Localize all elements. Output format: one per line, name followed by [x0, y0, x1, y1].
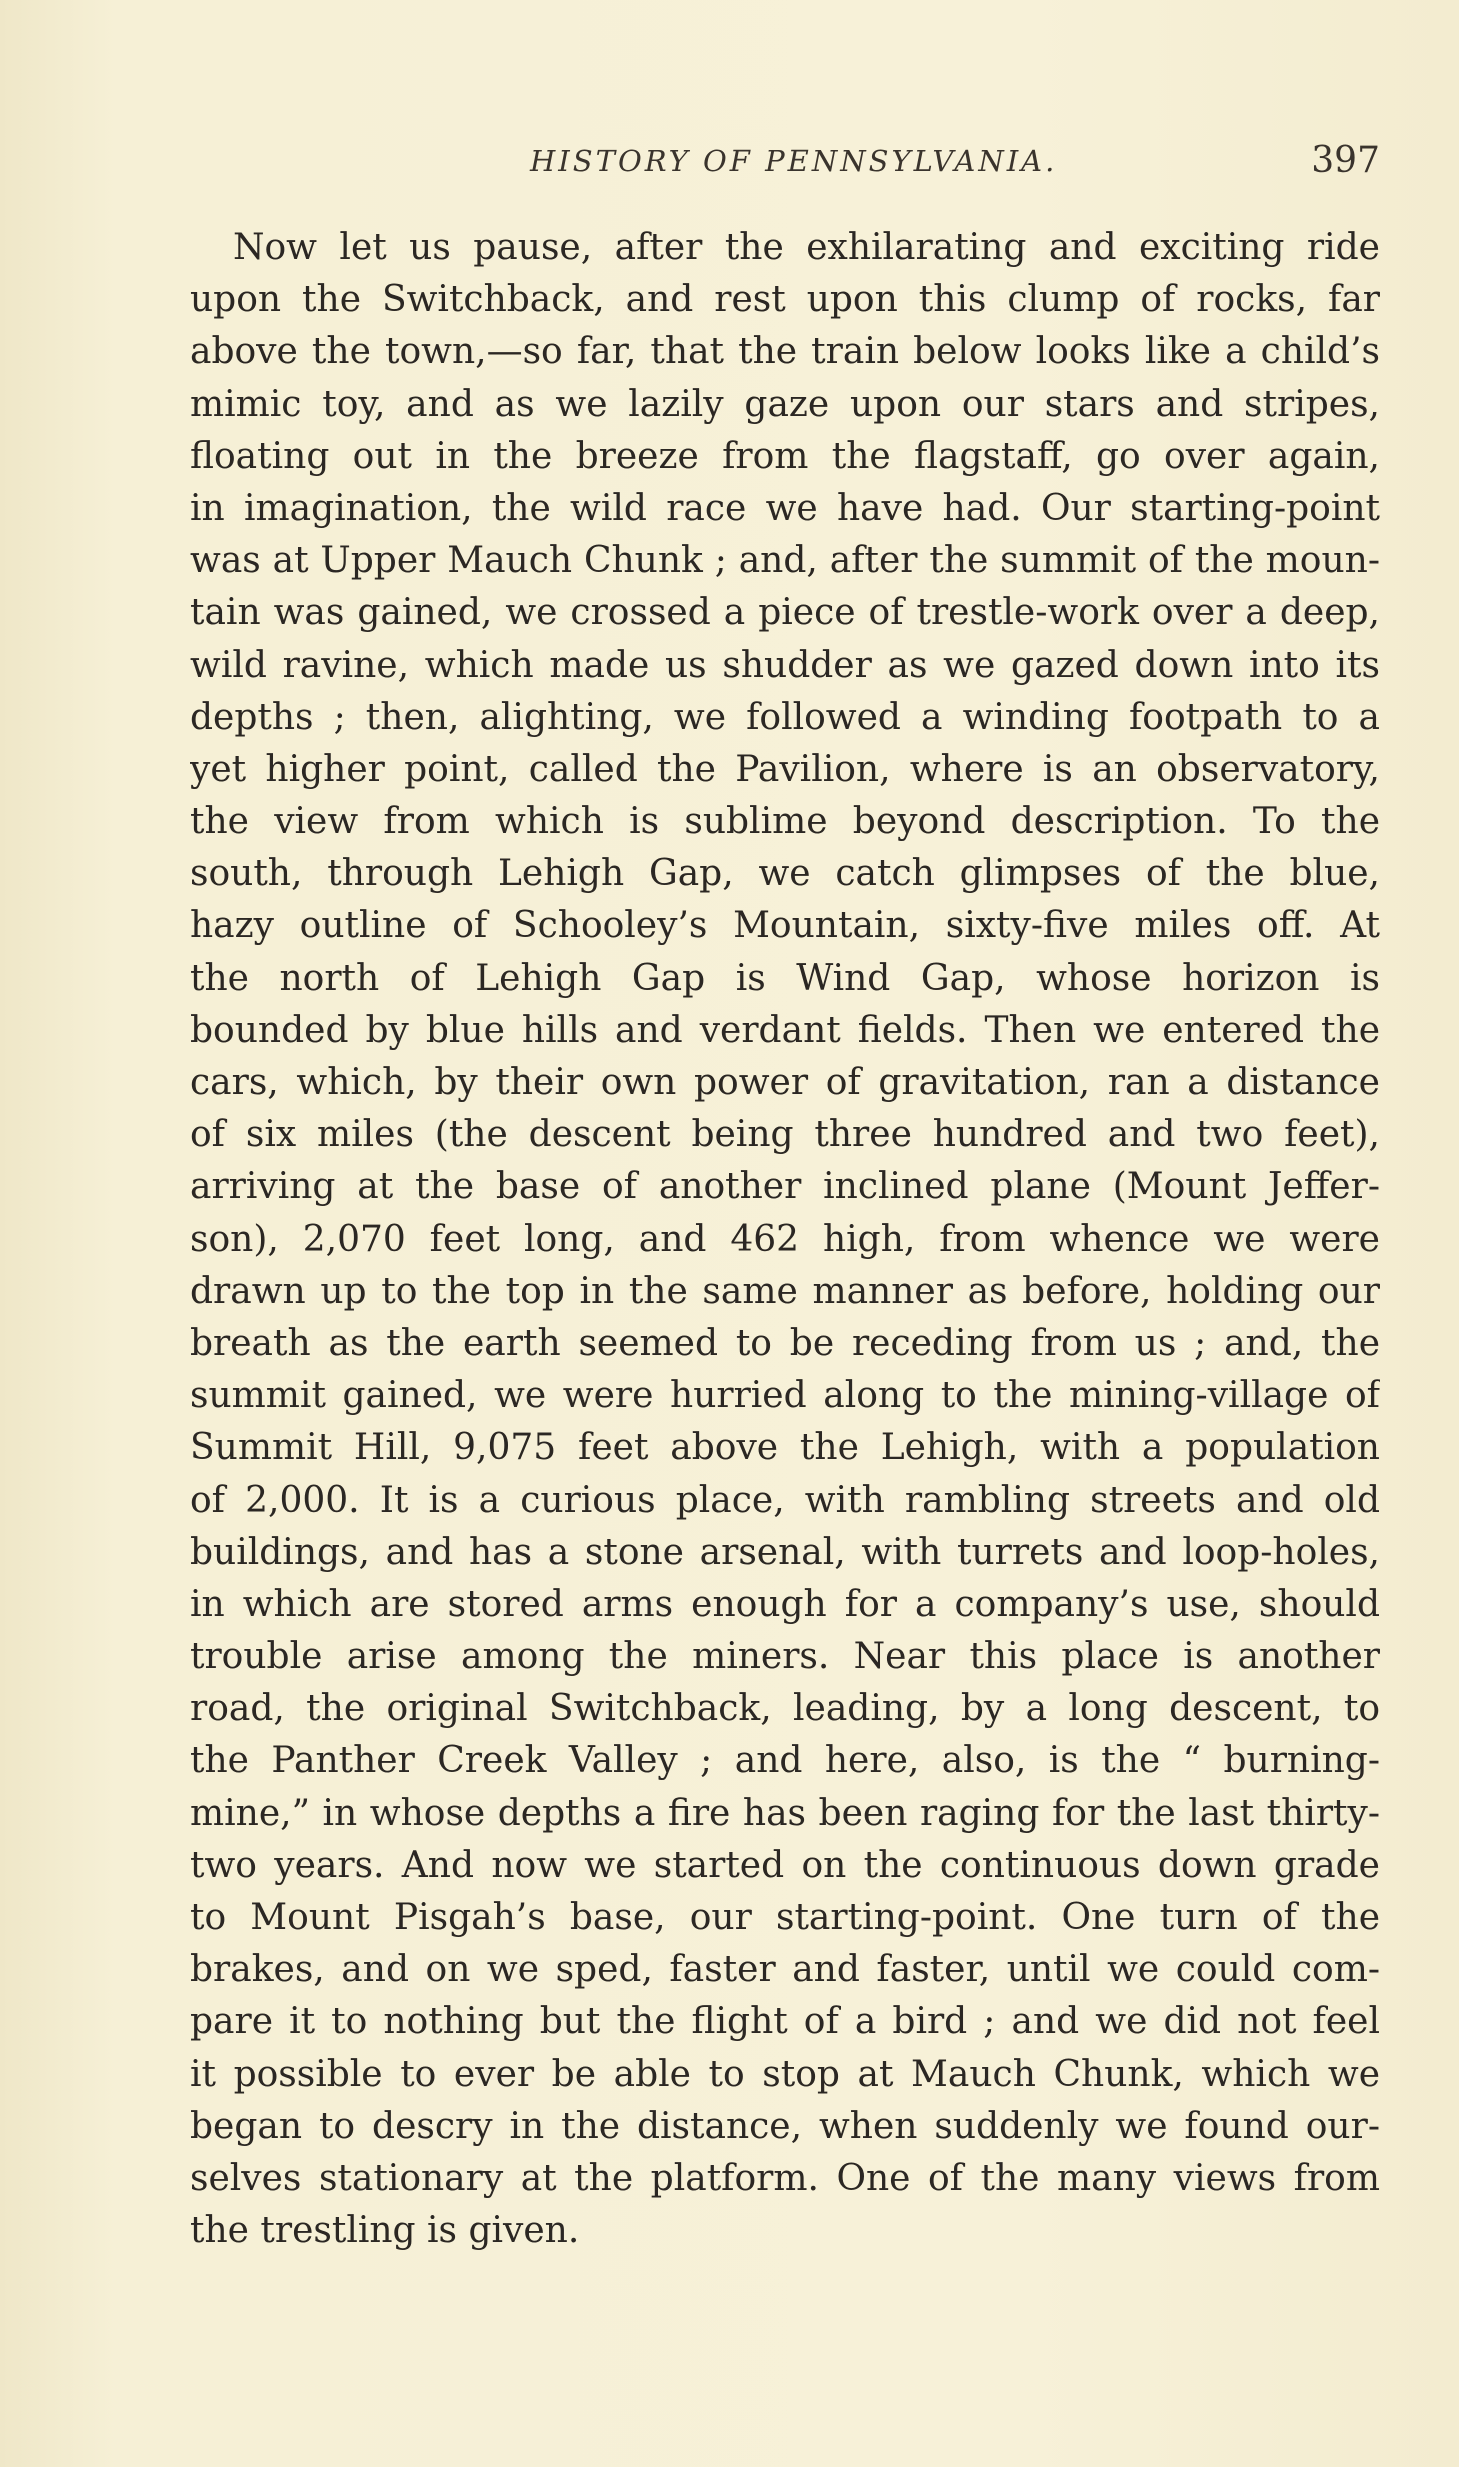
text-line: the trestling is given.: [190, 2210, 580, 2252]
text-line: trouble arise among the miners. Near this place is another: [190, 1636, 1380, 1678]
text-line: drawn up to the top in the same manner as before, holding our: [190, 1270, 1380, 1312]
text-line: the Panther Creek Valley ; and here, also, is the “ burning-: [190, 1740, 1380, 1782]
text-line: of six miles (the descent being three hundred and two feet),: [190, 1114, 1380, 1156]
text-line: in which are stored arms enough for a company’s use, should: [190, 1583, 1380, 1625]
text-line: was at Upper Mauch Chunk ; and, after the summit of the moun-: [190, 540, 1380, 582]
running-head: [190, 140, 1380, 190]
text-line: yet higher point, called the Pavilion, where is an observatory,: [190, 748, 1380, 790]
text-line: road, the original Switchback, leading, by a long descent, to: [190, 1688, 1380, 1730]
text-line: breath as the earth seemed to be receding from us ; and, the: [190, 1322, 1380, 1364]
text-line: the north of Lehigh Gap is Wind Gap, whose horizon is: [190, 957, 1380, 999]
text-line: son), 2,070 feet long, and 462 high, from whence we were: [190, 1218, 1380, 1260]
text-line: cars, which, by their own power of gravitation, ran a distance: [190, 1062, 1380, 1103]
text-line: upon the Switchback, and rest upon this clump of rocks, far: [190, 279, 1380, 321]
text-line: buildings, and has a stone arsenal, with turrets and loop-holes,: [190, 1531, 1380, 1573]
text-line: two years. And now we started on the continuous down grade: [190, 1844, 1380, 1886]
text-line: brakes, and on we sped, faster and faster, until we could com-: [190, 1949, 1380, 1991]
text-line: mimic toy, and as we lazily gaze upon our stars and stripes,: [190, 383, 1380, 425]
text-line: hazy outline of Schooley’s Mountain, sixty-five miles off. At: [190, 905, 1380, 947]
text-line: of 2,000. It is a curious place, with rambling streets and old: [190, 1479, 1380, 1521]
text-line: to Mount Pisgah’s base, our starting-point. One turn of the: [190, 1897, 1380, 1938]
body-paragraph: [190, 222, 1380, 2257]
text-line: wild ravine, which made us shudder as we gazed down into its: [190, 644, 1380, 686]
text-line: tain was gained, we crossed a piece of trestle-work over a deep,: [190, 592, 1380, 634]
running-title: HISTORY OF PENNSYLVANIA.: [530, 144, 1058, 178]
text-line: depths ; then, alighting, we followed a winding footpath to a: [190, 696, 1380, 738]
text-line: arriving at the base of another inclined plane (Mount Jeffer-: [190, 1166, 1380, 1208]
text-line: selves stationary at the platform. One of the many views from: [190, 2157, 1380, 2199]
text-line: Summit Hill, 9,075 feet above the Lehigh, with a population: [190, 1427, 1380, 1469]
text-line: floating out in the breeze from the flagstaff, go over again,: [190, 435, 1380, 477]
text-line: above the town,—so far, that the train below looks like a child’s: [190, 331, 1380, 373]
text-line: summit gained, we were hurried along to the mining-village of: [190, 1375, 1380, 1417]
text-line: began to descry in the distance, when suddenly we found our-: [190, 2105, 1380, 2147]
text-line: pare it to nothing but the flight of a bird ; and we did not feel: [190, 2001, 1380, 2043]
page-number: 397: [1311, 140, 1380, 181]
text-line: bounded by blue hills and verdant fields. Then we entered the: [190, 1009, 1380, 1051]
text-line: south, through Lehigh Gap, we catch glimpses of the blue,: [190, 853, 1380, 895]
text-line: it possible to ever be able to stop at Mauch Chunk, which we: [190, 2053, 1380, 2095]
text-line: Now let us pause, after the exhilarating and exciting ride: [233, 227, 1380, 268]
text-line: in imagination, the wild race we have had. Our starting-point: [190, 487, 1380, 529]
text-line: the view from which is sublime beyond description. To the: [190, 801, 1380, 843]
text-line: mine,” in whose depths a fire has been raging for the last thirty-: [190, 1792, 1380, 1834]
